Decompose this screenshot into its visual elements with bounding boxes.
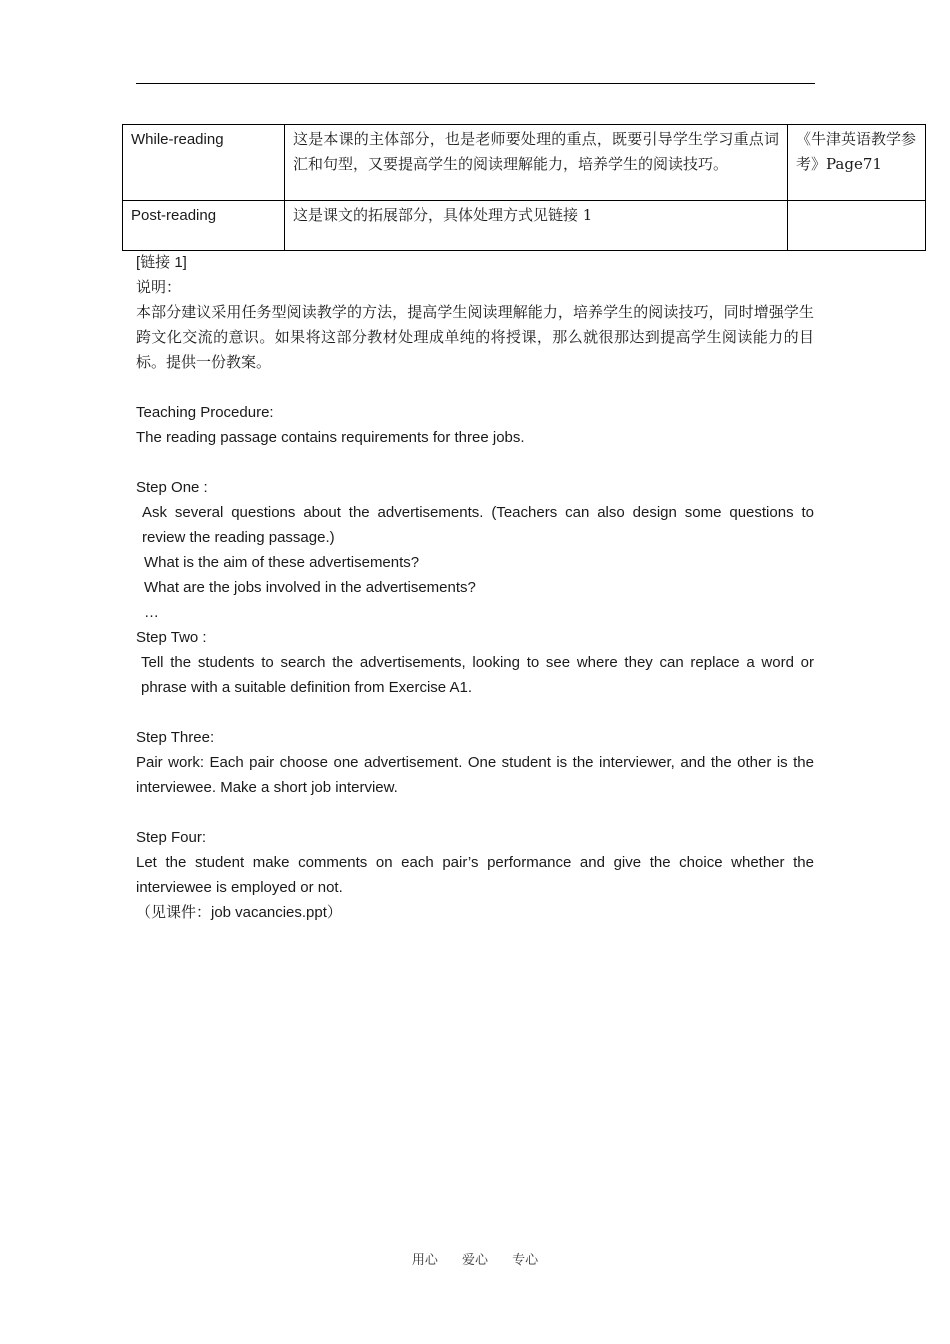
note-text: 本部分建议采用任务型阅读教学的方法，提高学生阅读理解能力，培养学生的阅读技巧，同时增强学生跨文化交流的意识。如果将这部分教材处理成单纯的将授课，那么就很那达到提高学生阅读能力的目标。提供一份教案。 — [136, 303, 814, 371]
reference-cell — [788, 201, 926, 251]
step-four-text: Let the student make comments on each pair’s performance and give the choice whether the interviewee is employed or not. — [136, 854, 814, 896]
table-row — [123, 125, 926, 201]
page-footer — [0, 1249, 950, 1268]
footer-word: 用心 — [411, 1253, 438, 1268]
step-one-text: Ask several questions about the advertisements. (Teachers can also design some questions to review the reading passage.) — [142, 504, 814, 546]
step-one-title: Step One : — [136, 479, 208, 496]
courseware-note: （见课件：job vacancies.ppt） — [136, 904, 342, 921]
procedure-title: Teaching Procedure: — [136, 404, 274, 421]
step-one-question: What are the jobs involved in the advertisements? — [144, 579, 476, 596]
step-two-title: Step Two : — [136, 629, 207, 646]
step-one-question: What is the aim of these advertisements? — [144, 554, 420, 571]
note-label: 说明： — [136, 278, 182, 296]
procedure-intro: The reading passage contains requirements for three jobs. — [136, 429, 525, 446]
footer-word: 爱心 — [461, 1253, 488, 1268]
description-cell: 这是本课的主体部分，也是老师要处理的重点，既要引导学生学习重点词汇和句型，又要提高学生的阅读理解能力，培养学生的阅读技巧。 — [285, 125, 788, 201]
stage-cell: Post-reading — [123, 201, 285, 251]
header-rule — [136, 83, 815, 84]
step-three-text: Pair work: Each pair choose one advertisement. One student is the interviewer, and the other is the interviewee. Make a short job interview. — [136, 754, 814, 796]
stage-cell: While-reading — [123, 125, 285, 201]
description-cell: 这是课文的拓展部分，具体处理方式见链接 1 — [285, 201, 788, 251]
step-four-title: Step Four: — [136, 829, 207, 846]
footer-word: 专心 — [512, 1253, 539, 1268]
document-body — [136, 250, 814, 925]
reference-cell: 《牛津英语教学参考》Page71 — [788, 125, 926, 201]
step-three-title: Step Three: — [136, 729, 215, 746]
step-one-ellipsis: … — [144, 604, 159, 621]
step-two-text: Tell the students to search the advertisements, looking to see where they can replace a word or phrase with a suitable definition from Exercise A1. — [141, 654, 814, 696]
link-label: [链接 1] — [136, 254, 187, 271]
table-row — [123, 201, 926, 251]
lesson-plan-table — [122, 124, 926, 251]
